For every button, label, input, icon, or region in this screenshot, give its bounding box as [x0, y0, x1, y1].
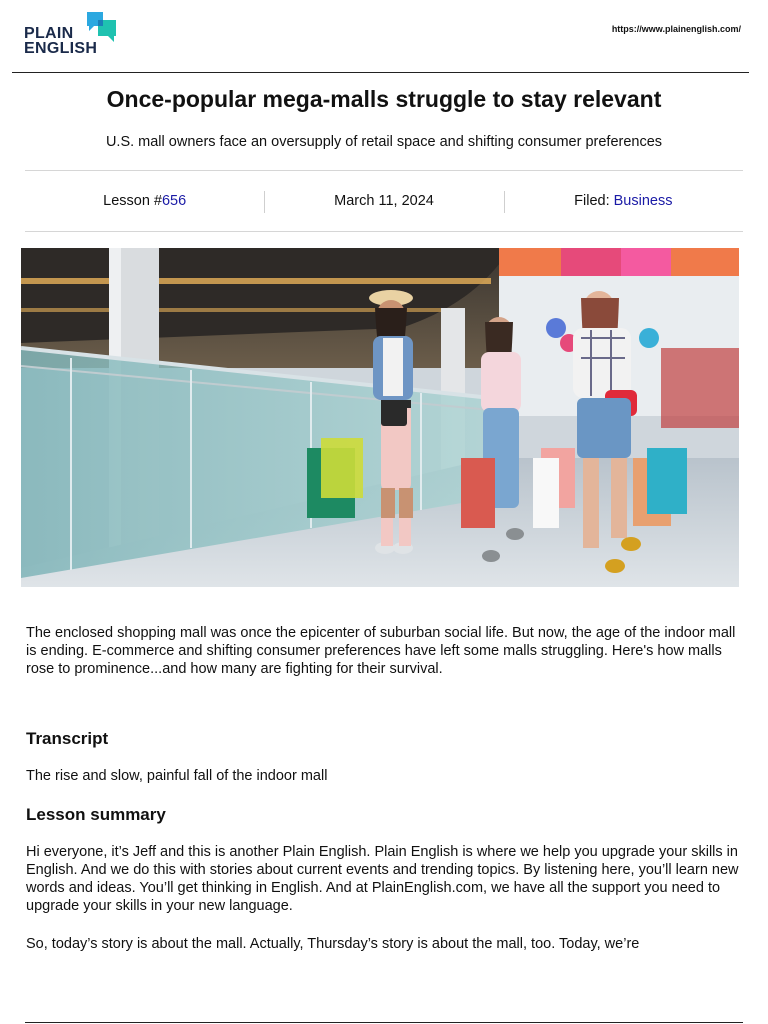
transcript-heading: Transcript [26, 729, 109, 748]
transcript-title: The rise and slow, painful fall of the indoor mall [26, 768, 328, 784]
article-intro: The enclosed shopping mall was once the epicenter of suburban social life. But now, the age of the indoor mall is ending. E-commerce and shifting consumer preferences have left some malls struggling. Here's how malls rose to prominence...and how many are fighting for their survival. [26, 625, 736, 677]
article-title: Once-popular mega-malls struggle to stay relevant [106, 86, 662, 112]
logo-line-1: PLAIN [24, 25, 74, 42]
lesson-summary-heading: Lesson summary [26, 805, 166, 824]
footer-divider [25, 1022, 743, 1023]
lesson-meta-bar [25, 170, 743, 232]
lesson-summary-paragraph-2: So, today’s story is about the mall. Actually, Thursday’s story is about the mall, too. Today, we’re [26, 936, 640, 952]
hero-image [21, 248, 739, 587]
mall-shoppers-illustration [21, 248, 739, 587]
page-header [12, 0, 749, 73]
lesson-prefix: Lesson # [103, 193, 162, 209]
lesson-number [25, 193, 264, 209]
lesson-date [264, 193, 503, 209]
speech-bubbles-icon [86, 12, 118, 46]
lesson-date-text: March 11, 2024 [334, 193, 434, 209]
logo-line-2: ENGLISH [24, 40, 98, 57]
lesson-summary-paragraph-1: Hi everyone, it’s Jeff and this is another Plain English. Plain English is where we help you upgrade your skills in English. And we do this with stories about current events and trending topics. By listening here, you’ll learn new words and ideas. You’ll get thinking in English. And at PlainEnglish.com, we have all the support you need to upgrade your skills in your new language. [26, 844, 739, 914]
lesson-number-link[interactable]: 656 [161, 193, 187, 209]
category-link[interactable]: Business [613, 193, 673, 209]
site-url[interactable]: https://www.plainenglish.com/ [611, 24, 741, 34]
filed-prefix: Filed: [574, 193, 614, 209]
lesson-category [504, 193, 743, 209]
article-subtitle: U.S. mall owners face an oversupply of retail space and shifting consumer preferences [105, 134, 663, 150]
plain-english-logo[interactable] [24, 12, 124, 60]
